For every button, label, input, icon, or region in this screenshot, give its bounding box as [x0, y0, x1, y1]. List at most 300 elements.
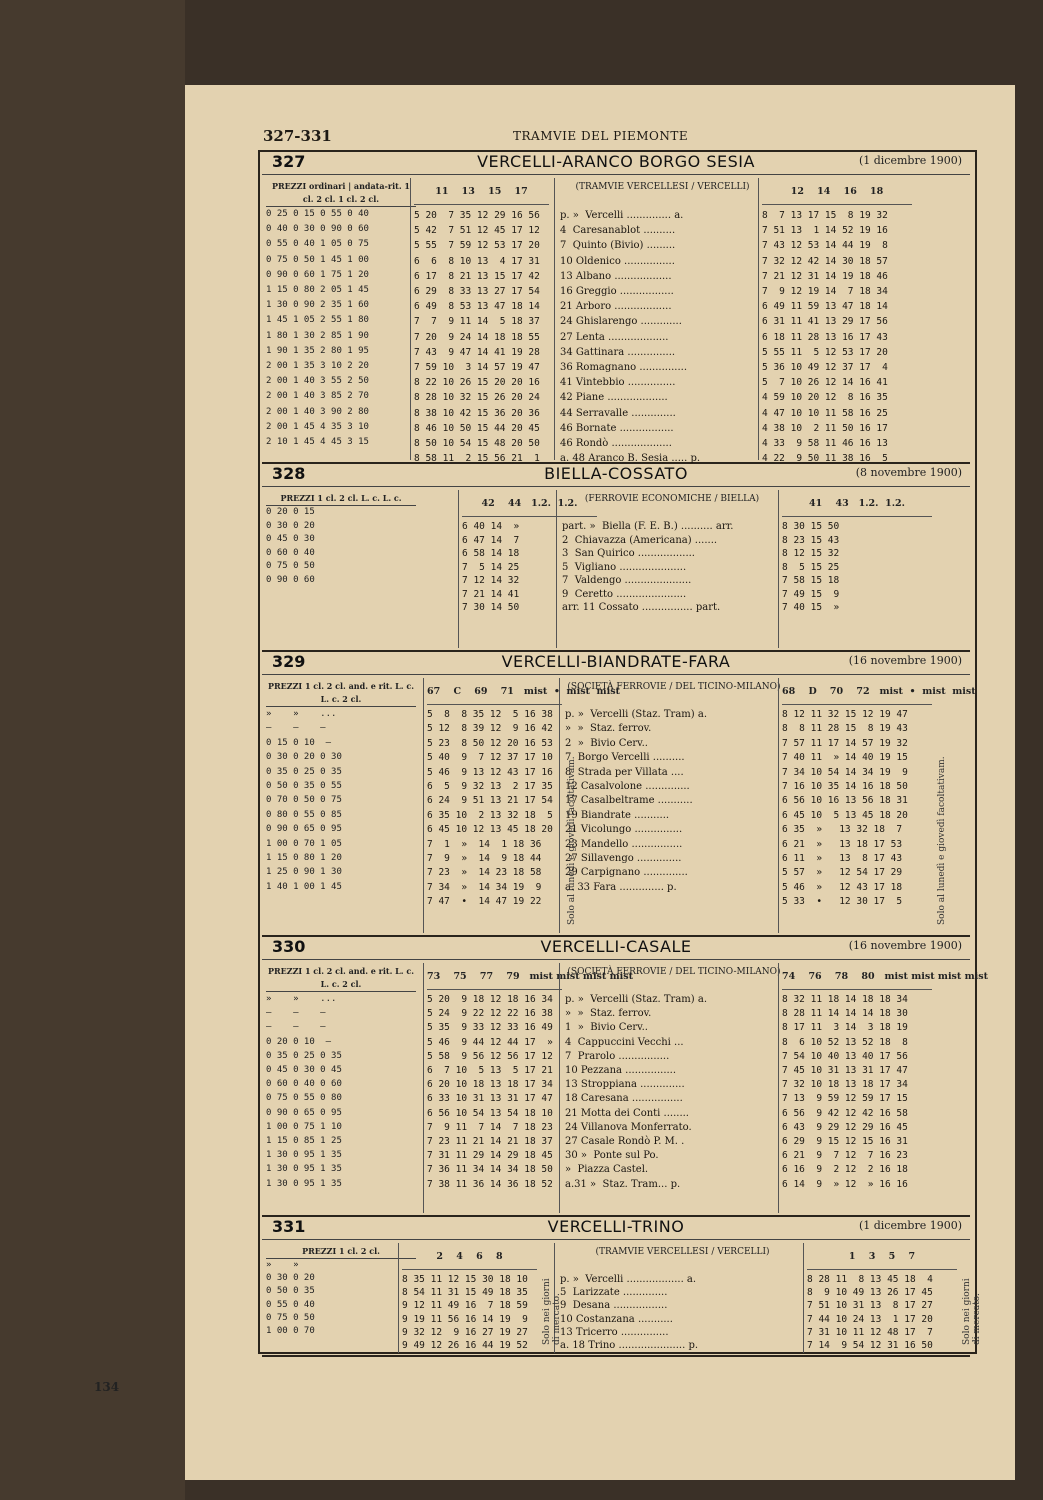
price-row: — — —: [266, 723, 326, 734]
timetable-section-330: [262, 935, 989, 1217]
column-divider: [554, 178, 555, 460]
station-row: 7 Borgo Vercelli ..........: [565, 752, 685, 764]
station-row: 17 Casalbeltrame ...........: [565, 795, 693, 807]
station-row: 27 Casale Rondò P. M. .: [565, 1136, 685, 1148]
price-row: 1 15 0 85 1 25: [266, 1136, 342, 1147]
down-time-row: 8 54 11 31 15 49 18 35: [402, 1287, 528, 1299]
station-row: 9 Ceretto ......................: [562, 588, 687, 600]
section-date: (16 novembre 1900): [848, 939, 962, 952]
down-time-row: 7 38 11 36 14 36 18 52: [427, 1178, 553, 1190]
price-row: 1 30 0 95 1 35: [266, 1164, 342, 1175]
up-train-header: 41 43 1.2. 1.2.: [782, 492, 932, 517]
price-row: 0 45 0 30 0 45: [266, 1065, 342, 1076]
station-row: 34 Gattinara ...............: [560, 346, 676, 358]
price-row: 1 15 0 80 1 20: [266, 853, 342, 864]
down-times: [427, 708, 553, 910]
up-time-row: 7 40 11 » 14 40 19 15: [782, 752, 908, 764]
up-time-row: 6 45 10 5 13 45 18 20: [782, 809, 908, 821]
up-time-row: 8 12 11 32 15 12 19 47: [782, 709, 908, 720]
price-table: [266, 180, 416, 450]
operator-label: (SOCIETÀ FERROVIE / DEL TICINO-MILANO): [567, 967, 781, 977]
up-time-row: 7 54 10 40 13 40 17 56: [782, 1050, 908, 1062]
price-row: 1 25 0 90 1 30: [266, 867, 342, 878]
up-time-row: 6 56 10 16 13 56 18 31: [782, 795, 908, 807]
up-train-header: 12 14 16 18: [762, 180, 912, 205]
down-time-row: 7 59 10 3 14 57 19 47: [414, 362, 540, 374]
up-time-row: 7 58 15 18: [782, 575, 840, 586]
station-row: 24 Villanova Monferrato.: [565, 1121, 692, 1133]
up-time-row: 8 32 11 18 14 18 18 34: [782, 994, 908, 1005]
section-rule: [262, 959, 970, 960]
station-row: » » Staz. ferrov.: [565, 1008, 652, 1020]
column-divider: [556, 490, 557, 648]
note-up: Solo al lunedì e giovedì facoltativam.: [937, 756, 947, 925]
price-row: 2 00 1 40 3 55 2 50: [266, 376, 369, 387]
station-row: 7 Quinto (Bivio) .........: [560, 240, 676, 252]
up-time-row: 7 9 12 19 14 7 18 34: [762, 286, 888, 298]
down-time-row: 7 7 9 11 14 5 18 37: [414, 316, 540, 328]
up-time-row: 6 49 11 59 13 47 18 14: [762, 301, 888, 313]
station-row: p. » Vercelli (Staz. Tram) a.: [565, 709, 708, 720]
station-row: p. » Vercelli (Staz. Tram) a.: [565, 994, 708, 1005]
up-train-header: 68 D 70 72 mist • mist mist: [782, 680, 932, 705]
up-time-row: 7 40 15 »: [782, 602, 840, 613]
station-row: 5 Larizzate ..............: [560, 1287, 668, 1299]
down-times: [427, 993, 553, 1192]
column-divider: [778, 490, 779, 648]
down-time-row: 5 46 9 13 12 43 17 16: [427, 766, 553, 778]
down-time-row: 8 50 10 54 15 48 20 50: [414, 438, 540, 450]
column-divider: [559, 963, 560, 1213]
station-list: [560, 1273, 805, 1352]
station-row: 27 Lenta ...................: [560, 331, 669, 343]
station-row: a. 18 Trino ..................... p.: [560, 1340, 699, 1352]
down-time-row: 5 58 9 56 12 56 17 12: [427, 1050, 553, 1062]
column-divider: [423, 678, 424, 933]
price-row: 2 00 1 45 4 35 3 10: [266, 421, 369, 432]
up-time-row: 7 21 12 31 14 19 18 46: [762, 270, 888, 282]
price-row: 1 40 1 00 1 45: [266, 881, 342, 892]
up-time-row: 5 57 » 12 54 17 29: [782, 867, 903, 879]
up-time-row: 7 51 10 31 13 8 17 27: [807, 1300, 933, 1312]
up-train-header: 1 3 5 7: [807, 1245, 957, 1270]
price-row: 0 45 0 30: [266, 534, 315, 544]
down-times: [414, 208, 540, 466]
up-time-row: 7 31 10 11 12 48 17 7: [807, 1326, 933, 1338]
station-row: 2 » Bivio Cerv..: [565, 737, 648, 749]
station-row: a.31 » Staz. Tram... p.: [565, 1178, 681, 1190]
price-header: PREZZI 1 cl. 2 cl. and. e rit. L. c. L. c. 2 cl.: [266, 680, 416, 707]
up-time-row: 7 43 12 53 14 44 19 8: [762, 240, 888, 252]
price-row: 0 50 0 35: [266, 1286, 315, 1297]
price-row: 2 00 1 40 3 90 2 80: [266, 406, 369, 417]
down-times: [462, 520, 519, 615]
down-time-row: 5 40 9 7 12 37 17 10: [427, 752, 553, 764]
price-row: 0 40 0 30 0 90 0 60: [266, 224, 369, 235]
up-time-row: 4 59 10 20 12 8 16 35: [762, 392, 888, 404]
up-time-row: 6 43 9 29 12 29 16 45: [782, 1121, 908, 1133]
price-row: 1 00 0 70 1 05: [266, 838, 342, 849]
station-row: 16 Greggio .................: [560, 286, 674, 298]
down-time-row: 6 5 9 32 13 2 17 35: [427, 781, 553, 793]
price-row: 0 75 0 50: [266, 1312, 315, 1323]
section-rule: [262, 1239, 970, 1240]
station-row: 21 Vicolungo ...............: [565, 824, 683, 836]
down-time-row: 6 24 9 51 13 21 17 54: [427, 795, 553, 807]
column-divider: [423, 963, 424, 1213]
station-row: arr. 11 Cossato ................ part.: [562, 602, 721, 613]
station-row: 10 Costanzana ...........: [560, 1313, 673, 1325]
station-list: [562, 520, 782, 615]
station-row: p. » Vercelli .................. a.: [560, 1274, 697, 1285]
station-row: » Piazza Castel.: [565, 1164, 649, 1176]
price-row: 1 15 0 80 2 05 1 45: [266, 285, 369, 296]
station-row: 5 Vigliano .....................: [562, 561, 687, 573]
price-row: 1 30 0 90 2 35 1 60: [266, 300, 369, 311]
down-time-row: 8 22 10 26 15 20 20 16: [414, 377, 540, 389]
down-times: [402, 1273, 528, 1352]
down-time-row: 7 5 14 25: [462, 561, 520, 573]
station-row: 44 Serravalle ..............: [560, 407, 676, 419]
down-time-row: 6 7 10 5 13 5 17 21: [427, 1065, 553, 1077]
section-title: VERCELLI-TRINO: [547, 1217, 685, 1236]
price-row: 1 45 1 05 2 55 1 80: [266, 315, 369, 326]
down-time-row: 9 12 11 49 16 7 18 59: [402, 1300, 528, 1312]
down-time-row: 5 46 9 44 12 44 17 »: [427, 1036, 553, 1048]
down-time-row: 6 6 8 10 13 4 17 31: [414, 255, 540, 267]
up-time-row: 6 16 9 2 12 2 16 18: [782, 1164, 908, 1176]
up-time-row: 5 46 » 12 43 17 18: [782, 881, 903, 893]
up-time-row: 7 14 9 54 12 31 16 50: [807, 1340, 933, 1352]
up-time-row: 6 11 » 13 8 17 43: [782, 853, 903, 865]
down-time-row: 7 36 11 34 14 34 18 50: [427, 1164, 553, 1176]
down-time-row: 8 38 10 42 15 36 20 36: [414, 407, 540, 419]
station-row: part. » Biella (F. E. B.) .......... arr.: [562, 521, 734, 532]
section-date: (16 novembre 1900): [848, 654, 962, 667]
price-header: PREZZI 1 cl. 2 cl.: [266, 1245, 416, 1259]
station-row: » » Staz. ferrov.: [565, 723, 652, 735]
section-number: 327: [272, 152, 306, 171]
price-table: [266, 680, 416, 894]
station-row: 9 Desana .................: [560, 1300, 668, 1312]
up-time-row: 4 47 10 10 11 58 16 25: [762, 407, 888, 419]
up-time-row: 5 36 10 49 12 37 17 4: [762, 362, 888, 374]
station-row: 23 Mandello ................: [565, 838, 683, 850]
down-time-row: 7 9 » 14 9 18 44: [427, 853, 542, 865]
station-row: a. 33 Fara .............. p.: [565, 881, 677, 893]
down-time-row: 7 34 » 14 34 19 9: [427, 881, 542, 893]
price-row: — — —: [266, 1008, 326, 1019]
timetable-section-328: [262, 462, 970, 652]
up-time-row: 7 45 10 31 13 31 17 47: [782, 1065, 908, 1077]
price-row: 0 25 0 15 0 55 0 40: [266, 209, 369, 219]
up-time-row: 6 56 9 42 12 42 16 58: [782, 1107, 908, 1119]
down-time-row: 5 12 8 39 12 9 16 42: [427, 723, 553, 735]
price-row: 2 10 1 45 4 45 3 15: [266, 437, 369, 448]
station-row: 29 Carpignano ..............: [565, 867, 688, 879]
section-date: (8 novembre 1900): [855, 466, 962, 479]
station-row: 30 » Ponte sul Po.: [565, 1150, 659, 1162]
column-divider: [458, 490, 459, 648]
down-time-row: 7 20 9 24 14 18 18 55: [414, 331, 540, 343]
down-time-row: 5 20 9 18 12 18 16 34: [427, 994, 553, 1005]
station-row: 27 Sillavengo ..............: [565, 853, 682, 865]
up-time-row: 6 35 » 13 32 18 7: [782, 824, 903, 836]
up-time-row: 4 38 10 2 11 50 16 17: [762, 422, 888, 434]
down-time-row: 5 35 9 33 12 33 16 49: [427, 1022, 553, 1034]
price-row: » » ...: [266, 994, 337, 1004]
up-time-row: 7 32 10 18 13 18 17 34: [782, 1079, 908, 1091]
down-time-row: 5 23 8 50 12 20 16 53: [427, 737, 553, 749]
operator-label: (TRAMVIE VERCELLESI / VERCELLI): [595, 1247, 770, 1257]
section-number: 331: [272, 1217, 306, 1236]
column-divider: [803, 1243, 804, 1353]
down-time-row: 8 35 11 12 15 30 18 10: [402, 1274, 528, 1285]
station-row: 4 Cappuccini Vecchi ...: [565, 1036, 684, 1048]
price-row: 0 75 0 50: [266, 561, 315, 571]
station-row: 12 Casalvolone ..............: [565, 781, 690, 793]
section-number: 329: [272, 652, 306, 671]
station-row: 21 Arboro ..................: [560, 301, 672, 313]
price-row: 0 30 0 20 0 30: [266, 752, 342, 763]
price-header: PREZZI 1 cl. 2 cl. and. e rit. L. c. L. c. 2 cl.: [266, 965, 416, 992]
section-number: 330: [272, 937, 306, 956]
up-time-row: 8 6 10 52 13 52 18 8: [782, 1036, 908, 1048]
station-list: [560, 208, 765, 466]
up-time-row: 7 13 9 59 12 59 17 15: [782, 1093, 908, 1105]
station-row: 13 Albano ..................: [560, 270, 672, 282]
down-time-row: 6 47 14 7: [462, 534, 520, 546]
price-row: 0 80 0 55 0 85: [266, 809, 342, 820]
section-title: VERCELLI-CASALE: [540, 937, 692, 956]
station-row: 4 Caresanablot ..........: [560, 225, 676, 237]
down-time-row: 9 49 12 26 16 44 19 52: [402, 1340, 528, 1352]
price-row: 0 20 0 10 —: [266, 1036, 332, 1047]
up-time-row: 4 22 9 50 11 38 16 5: [762, 453, 888, 465]
price-row: 1 90 1 35 2 80 1 95: [266, 345, 369, 356]
price-table: [266, 492, 416, 587]
down-time-row: 6 58 14 18: [462, 548, 520, 559]
price-row: 0 90 0 60 1 75 1 20: [266, 269, 369, 280]
up-times: [782, 993, 908, 1192]
down-time-row: 7 23 » 14 23 18 58: [427, 867, 542, 879]
operator-label: (FERROVIE ECONOMICHE / BIELLA): [584, 494, 760, 504]
down-time-row: 7 9 11 7 14 7 18 23: [427, 1121, 553, 1133]
timetable-section-327: [262, 150, 970, 464]
price-row: — — —: [266, 1022, 326, 1033]
down-train-header: 42 44 1.2. 1.2.: [462, 492, 597, 517]
price-row: 0 70 0 50 0 75: [266, 795, 342, 806]
down-time-row: 9 19 11 56 16 14 19 9: [402, 1313, 528, 1325]
price-row: 0 30 0 20: [266, 1273, 315, 1284]
up-time-row: 5 7 10 26 12 14 16 41: [762, 377, 888, 389]
station-row: 1 » Bivio Cerv..: [565, 1022, 648, 1034]
station-row: 36 Romagnano ...............: [560, 362, 688, 374]
up-time-row: 7 34 10 54 14 34 19 9: [782, 766, 908, 778]
price-row: 2 00 1 40 3 85 2 70: [266, 391, 369, 402]
up-time-row: 8 28 11 8 13 45 18 4: [807, 1274, 933, 1285]
up-time-row: 6 21 9 7 12 7 16 23: [782, 1150, 908, 1162]
column-divider: [410, 178, 411, 460]
up-time-row: 6 14 9 » 12 » 16 16: [782, 1178, 908, 1190]
down-time-row: 6 56 10 54 13 54 18 10: [427, 1107, 553, 1119]
price-row: 1 00 0 70: [266, 1326, 315, 1337]
up-times: [807, 1273, 933, 1352]
down-train-header: 67 C 69 71 mist • mist mist: [427, 680, 562, 705]
up-time-row: 7 32 12 42 14 30 18 57: [762, 255, 888, 267]
timetable-section-329: [262, 650, 976, 937]
down-time-row: 8 28 10 32 15 26 20 24: [414, 392, 540, 404]
up-times: [782, 708, 908, 910]
section-rule: [262, 486, 970, 487]
section-number: 328: [272, 464, 306, 483]
up-time-row: 7 16 10 35 14 16 18 50: [782, 781, 908, 793]
section-rule: [262, 674, 970, 675]
station-list: [565, 993, 783, 1192]
down-time-row: 7 43 9 47 14 41 19 28: [414, 346, 540, 358]
price-row: 1 30 0 95 1 35: [266, 1150, 342, 1161]
down-time-row: 9 32 12 9 16 27 19 27: [402, 1326, 528, 1338]
note-down: Solo nei giorni di mercato.: [542, 1278, 562, 1345]
up-time-row: 6 31 11 41 13 29 17 56: [762, 316, 888, 328]
price-row: 0 90 0 65 0 95: [266, 1107, 342, 1118]
down-time-row: 6 29 8 33 13 27 17 54: [414, 286, 540, 298]
price-header: PREZZI ordinari | andata-rit. 1 cl. 2 cl. 1 cl. 2 cl.: [266, 180, 416, 207]
up-time-row: 6 21 » 13 18 17 53: [782, 838, 903, 850]
up-time-row: 7 44 10 24 13 1 17 20: [807, 1313, 933, 1325]
station-row: 3 San Quirico ..................: [562, 548, 695, 559]
book-spine: [0, 0, 185, 1500]
column-divider: [559, 678, 560, 933]
page-title: TRAMVIE DEL PIEMONTE: [513, 129, 689, 143]
section-date: (1 dicembre 1900): [858, 154, 962, 167]
note-down: Solo al lunedì e giovedì facoltativam.: [567, 756, 577, 925]
price-row: 0 60 0 40 0 60: [266, 1079, 342, 1090]
up-times: [762, 208, 888, 466]
station-row: 10 Oldenico ................: [560, 255, 675, 267]
down-time-row: 6 35 10 2 13 32 18 5: [427, 809, 553, 821]
down-train-header: 73 75 77 79 mist mist mist mist: [427, 965, 562, 990]
down-time-row: 7 21 14 41: [462, 588, 520, 600]
price-row: 0 35 0 25 0 35: [266, 766, 342, 777]
station-row: a. 48 Aranco B. Sesia ..... p.: [560, 453, 701, 465]
down-time-row: 7 47 • 14 47 19 22: [427, 896, 542, 908]
station-row: 46 Bornate .................: [560, 422, 674, 434]
up-time-row: 7 51 13 1 14 52 19 16: [762, 225, 888, 237]
price-row: 0 35 0 25 0 35: [266, 1050, 342, 1061]
price-row: 0 55 0 40 1 05 0 75: [266, 239, 369, 250]
up-time-row: 6 29 9 15 12 15 16 31: [782, 1136, 908, 1148]
station-row: 42 Piane ...................: [560, 392, 668, 404]
down-time-row: 6 49 8 53 13 47 18 14: [414, 301, 540, 313]
up-time-row: 8 7 13 17 15 8 19 32: [762, 210, 888, 221]
section-title: BIELLA-COSSATO: [544, 464, 688, 483]
price-table: [266, 1245, 416, 1338]
up-time-row: 8 12 15 32: [782, 548, 840, 559]
station-row: 24 Ghislarengo .............: [560, 316, 682, 328]
down-time-row: 6 45 10 12 13 45 18 20: [427, 824, 553, 836]
column-divider: [778, 963, 779, 1213]
column-divider: [398, 1243, 399, 1353]
price-row: » » ...: [266, 709, 337, 719]
up-time-row: 5 55 11 5 12 53 17 20: [762, 346, 888, 358]
down-time-row: 7 1 » 14 1 18 36: [427, 838, 542, 850]
column-divider: [778, 678, 779, 933]
section-date: (1 dicembre 1900): [858, 1219, 962, 1232]
column-divider: [758, 178, 759, 460]
price-row: » »: [266, 1260, 299, 1270]
down-time-row: 7 30 14 50: [462, 602, 520, 613]
station-row: 13 Stroppiana ..............: [565, 1079, 685, 1091]
section-title: VERCELLI-ARANCO BORGO SESIA: [477, 152, 755, 171]
station-row: 41 Vintebbio ...............: [560, 377, 676, 389]
up-times: [782, 520, 839, 615]
down-time-row: 8 58 11 2 15 56 21 1: [414, 453, 540, 465]
down-time-row: 6 33 10 31 13 31 17 47: [427, 1093, 553, 1105]
down-time-row: 5 42 7 51 12 45 17 12: [414, 225, 540, 237]
price-row: 0 75 0 55 0 80: [266, 1093, 342, 1104]
up-time-row: 7 57 11 17 14 57 19 32: [782, 737, 908, 749]
price-header: PREZZI 1 cl. 2 cl. L. c. L. c.: [266, 492, 416, 506]
down-time-row: 5 8 8 35 12 5 16 38: [427, 709, 553, 720]
section-rule: [262, 174, 970, 175]
price-row: 0 30 0 20: [266, 520, 315, 531]
price-row: 1 30 0 95 1 35: [266, 1178, 342, 1189]
up-time-row: 8 28 11 14 14 14 18 30: [782, 1008, 908, 1020]
up-time-row: 4 33 9 58 11 46 16 13: [762, 438, 888, 450]
down-train-header: 11 13 15 17: [414, 180, 549, 205]
down-time-row: 7 31 11 29 14 29 18 45: [427, 1150, 553, 1162]
down-time-row: 7 12 14 32: [462, 575, 520, 586]
down-train-header: 2 4 6 8: [402, 1245, 537, 1270]
price-row: 1 80 1 30 2 85 1 90: [266, 330, 369, 341]
up-train-header: 74 76 78 80 mist mist mist mist: [782, 965, 932, 990]
price-row: 0 55 0 40: [266, 1299, 315, 1310]
section-title: VERCELLI-BIANDRATE-FARA: [501, 652, 731, 671]
down-time-row: 5 55 7 59 12 53 17 20: [414, 240, 540, 252]
price-row: 0 60 0 40: [266, 547, 315, 558]
station-row: 7 Valdengo .....................: [562, 575, 692, 586]
up-time-row: 8 23 15 43: [782, 534, 840, 546]
price-row: 0 15 0 10 —: [266, 737, 332, 748]
operator-label: (SOCIETÀ FERROVIE / DEL TICINO-MILANO): [567, 682, 781, 692]
operator-label: (TRAMVIE VERCELLESI / VERCELLI): [575, 182, 750, 192]
price-row: 1 00 0 75 1 10: [266, 1121, 342, 1132]
price-row: 0 20 0 15: [266, 507, 315, 517]
price-row: 0 75 0 50 1 45 1 00: [266, 254, 369, 265]
down-time-row: 7 23 11 21 14 21 18 37: [427, 1136, 553, 1148]
station-row: 21 Motta dei Conti ........: [565, 1107, 689, 1119]
up-time-row: 6 18 11 28 13 16 17 43: [762, 331, 888, 343]
up-time-row: 8 30 15 50: [782, 521, 840, 532]
timetable-section-331: [262, 1215, 982, 1357]
station-row: 8 Strada per Villata ....: [565, 766, 684, 778]
price-row: 2 00 1 35 3 10 2 20: [266, 361, 369, 372]
price-row: 0 50 0 35 0 55: [266, 781, 342, 792]
note-up: Solo nei giorni di mercato.: [962, 1278, 982, 1345]
price-table: [266, 965, 416, 1191]
up-time-row: 8 8 11 28 15 8 19 43: [782, 723, 908, 735]
station-row: 46 Rondò ...................: [560, 438, 672, 450]
page-number: 134: [94, 1380, 120, 1394]
station-list: [565, 708, 783, 895]
station-row: p. » Vercelli .............. a.: [560, 210, 684, 221]
up-time-row: 8 5 15 25: [782, 561, 840, 573]
price-row: 0 90 0 60: [266, 574, 315, 585]
up-time-row: 8 17 11 3 14 3 18 19: [782, 1022, 908, 1034]
station-row: 10 Pezzana ................: [565, 1065, 677, 1077]
station-row: 2 Chiavazza (Americana) .......: [562, 534, 718, 546]
